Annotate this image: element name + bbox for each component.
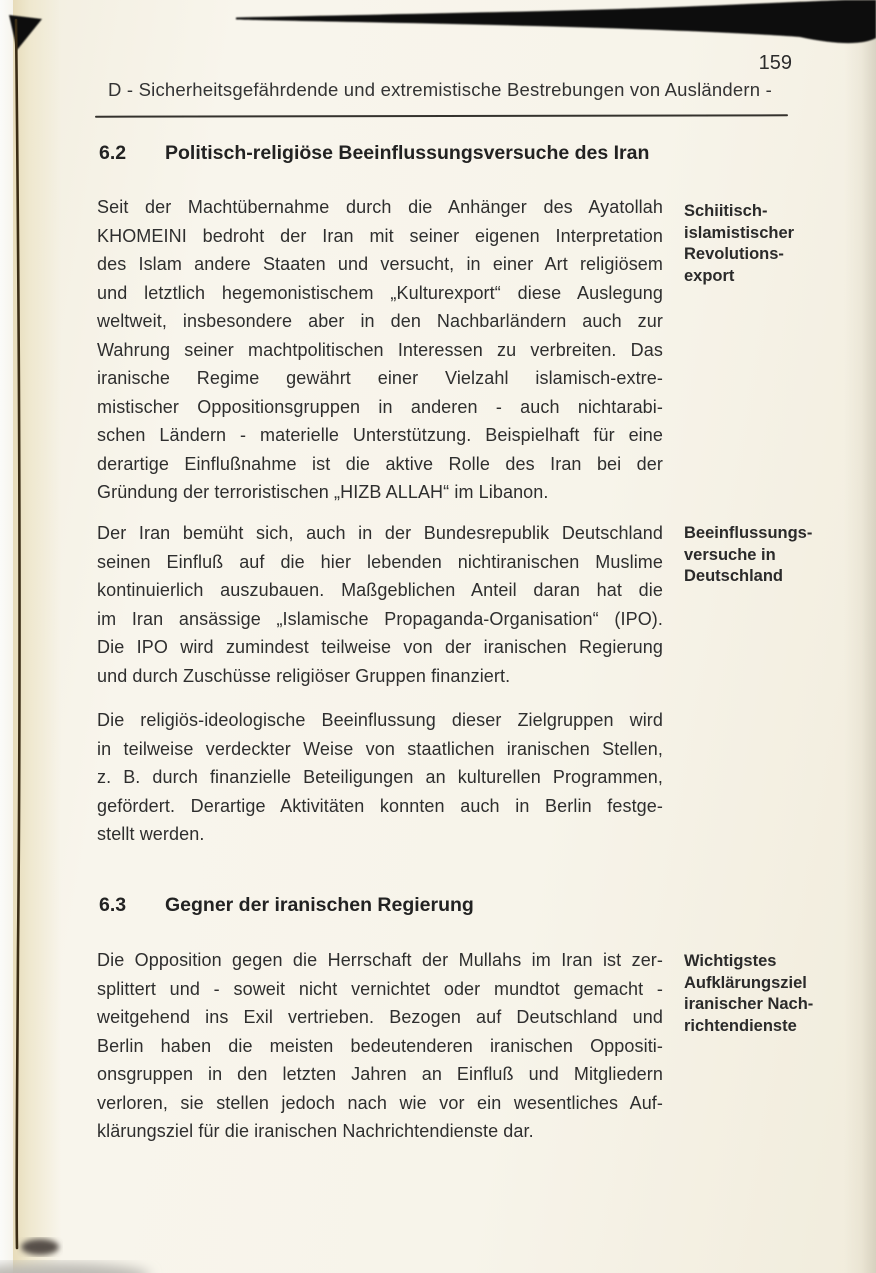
section-number-6-2: 6.2	[99, 142, 127, 164]
margin-note-aufklaerungsziel: Wichtigstes Aufklärungsziel iranischer Nach- richtendienste	[684, 952, 814, 1035]
section-heading-6-2	[99, 142, 719, 165]
page-edge-left-background	[0, 0, 14, 1273]
body-paragraph-zielgruppen: Die religiös-ideologische Beeinflussung dieser Zielgruppen wird in teilweise verdeckter Weise von staatlichen iranischen Stellen, z. B. durch finanzielle Beteiligungen an kulturellen Programmen, gefördert. Derartige Aktivitäten konnten auch in Berlin festge- stellt werden.	[97, 710, 663, 844]
header-rule	[95, 114, 788, 117]
running-header: D - Sicherheitsgefährdende und extremistische Bestrebungen von Ausländern -	[108, 79, 772, 100]
section-title-6-2: Politisch-religiöse Beeinflussungsversuche des Iran	[165, 142, 650, 164]
section-number-6-3: 6.3	[99, 894, 127, 916]
section-title-6-3: Gegner der iranischen Regierung	[165, 894, 474, 916]
margin-note-beeinflussungsversuche: Beeinflussungs- versuche in Deutschland	[684, 524, 813, 585]
body-paragraph-revolutionsexport: Seit der Machtübernahme durch die Anhänger des Ayatollah KHOMEINI bedroht der Iran mit seiner eigenen Interpretation des Islam andere Staaten und versucht, in einer Art religiösem und letztlich hegemonistischem „Kulturexport“ diese Auslegung weltweit, insbesondere aber in den Nachbarländern auch zur Wahrung seiner machtpolitischen Interessen zu verbreiten. Das iranische Regime gewährt einer Vielzahl islamisch-extre- mistischer Oppositionsgruppen in anderen - auch nichtarabi- schen Ländern - materielle Unterstützung. Beispielhaft für eine derartige Einflußnahme ist die aktive Rolle des Iran bei der Gründung der terroristischen „HIZB ALLAH“ im Libanon.	[97, 197, 663, 502]
page-curl-shading	[13, 0, 61, 1273]
margin-note-revolutionsexport: Schiitisch- islamistischer Revolutions- export	[684, 202, 795, 285]
top-scan-bar	[236, 0, 876, 43]
section-heading-6-3	[99, 894, 719, 917]
page-number: 159	[758, 52, 792, 74]
body-paragraph-ipo: Der Iran bemüht sich, auch in der Bundesrepublik Deutschland seinen Einfluß auf die hier lebenden nichtiranischen Muslime kontinuierlich auszubauen. Maßgeblichen Anteil daran hat die im Iran ansässige „Islamische Propaganda-Organisation“ (IPO). Die IPO wird zumindest teilweise von der iranischen Regierung und durch Zuschüsse religiöser Gruppen finanziert.	[97, 523, 663, 686]
body-paragraph-opposition: Die Opposition gegen die Herrschaft der Mullahs im Iran ist zer- splittert und - soweit nicht vernichtet oder mundtot gemacht - weitgehend ins Exil vertrieben. Bezogen auf Deutschland und Berlin haben die meisten bedeutenderen iranischen Oppositi- onsgruppen in den letzten Jahren an Einfluß und Mitgliedern verloren, sie stellen jedoch nach wie vor ein wesentliches Auf- klärungsziel für die iranischen Nachrichtendienste dar.	[97, 950, 663, 1141]
page-edge-right-shading	[844, 0, 876, 1273]
